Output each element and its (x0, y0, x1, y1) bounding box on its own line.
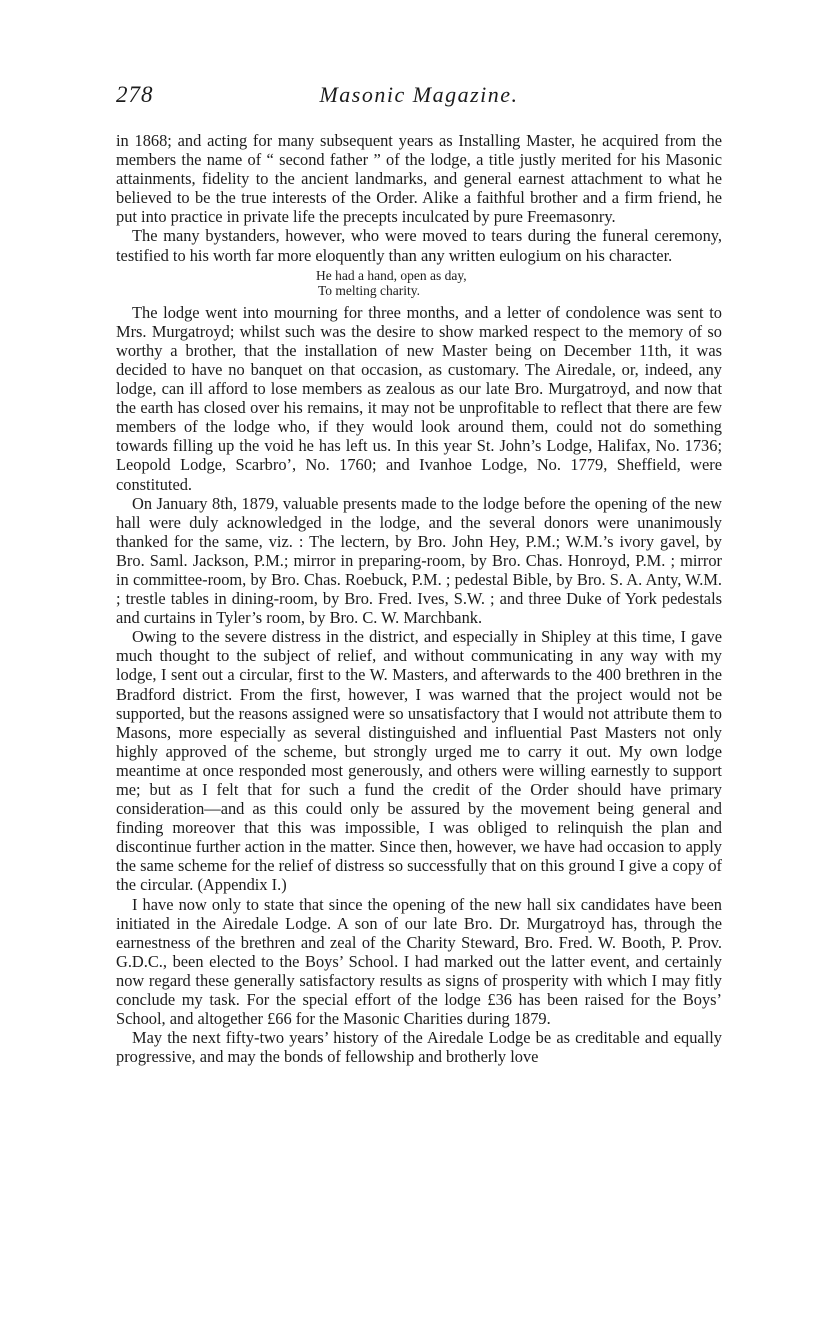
page-header (116, 82, 722, 112)
page-number: 278 (116, 82, 154, 107)
running-title: Masonic Magazine. (319, 82, 519, 107)
paragraph: On January 8th, 1879, valuable presents made to the lodge before the opening of the new hall were duly acknowledged in the lodge, and the several donors were unanimously thanked for the same, viz. : The lectern, by Bro. John Hey, P.M.; W.M.’s ivory gavel, by Bro. Saml. Jackson, P.M.; mirror in preparing-room, by Bro. Chas. Honroyd, P.M. ; mirror in committee-room, by Bro. Chas. Roebuck, P.M. ; pedestal Bible, by Bro. S. A. Anty, W.M. ; trestle tables in dining-room, by Bro. Fred. Ives, S.W. ; and three Duke of York pedestals and curtains in Tyler’s room, by Bro. C. W. Marchbank. (116, 493, 722, 628)
paragraph: The many bystanders, however, who were moved to tears during the funeral ceremony, testified to his worth far more eloquently than any written eulogium on his character. (116, 226, 722, 265)
paragraph: The lodge went into mourning for three months, and a letter of condolence was sent to Mrs. Murgatroyd; whilst such was the desire to show marked respect to the memory of so worthy a brother, that the installation of new Master being on December 11th, it was decided to have no banquet on that occasion, as customary. The Airedale, or, indeed, any lodge, can ill afford to lose members as zealous as our late Bro. Murgatroyd, and now that the earth has closed over his remains, it may not be unprofitable to reflect that there are few members of the lodge who, if they would look around them, could not do something towards filling up the void he has left us. In this year St. John’s Lodge, Halifax, No. 1736; Leopold Lodge, Scarbro’, No. 1760; and Ivanhoe Lodge, No. 1779, Sheffield, were constituted. (116, 302, 722, 494)
verse-line: To melting charity. (318, 283, 421, 299)
article-body (116, 131, 722, 1066)
paragraph: in 1868; and acting for many subsequent years as Installing Master, he acquired from the members the name of “ second father ” of the lodge, a title justly merited for his Masonic attainments, fidelity to the ancient landmarks, and general earnest attachment to what he believed to be the true interests of the Order. Alike a faithful brother and a firm friend, he put into practice in private life the precepts inculcated by pure Freemasonry. (116, 131, 722, 227)
paragraph: May the next fifty-two years’ history of the Airedale Lodge be as creditable and equally progressive, and may the bonds of fellowship and brotherly love (116, 1028, 722, 1067)
verse-line: He had a hand, open as day, (316, 267, 467, 283)
paragraph: I have now only to state that since the opening of the new hall six candidates have been initiated in the Airedale Lodge. A son of our late Bro. Dr. Murgatroyd has, through the earnestness of the brethren and zeal of the Charity Steward, Bro. Fred. W. Booth, P. Prov. G.D.C., been elected to the Boys’ School. I had marked out the latter event, and certainly now regard these generally satisfactory results as signs of prosperity with which I may fitly conclude my task. For the special effort of the lodge £36 has been raised for the Boys’ School, and altogether £66 for the Masonic Charities during 1879. (116, 894, 722, 1029)
verse-quote (116, 268, 722, 299)
paragraph: Owing to the severe distress in the district, and especially in Shipley at this time, I gave much thought to the subject of relief, and without communicating in any way with my lodge, I sent out a circular, first to the W. Masters, and afterwards to the 400 brethren in the Bradford district. From the first, however, I was warned that the project would not be supported, but the reasons assigned were so unsatisfactory that I would not attribute them to Masons, more especially as several distinguished and influential Past Masters not only highly approved of the scheme, but strongly urged me to carry it out. My own lodge meantime at once responded most generously, and others were willing earnestly to support me; but as I felt that for such a fund the credit of the Order should have primary consideration—and as this could only be assured by the movement being general and finding moreover that this was impossible, I was obliged to relinquish the plan and discontinue further action in the matter. Since then, however, we have had occasion to apply the same scheme for the relief of distress so successfully that on this ground I give a copy of the circular. (Appendix I.) (116, 627, 722, 895)
